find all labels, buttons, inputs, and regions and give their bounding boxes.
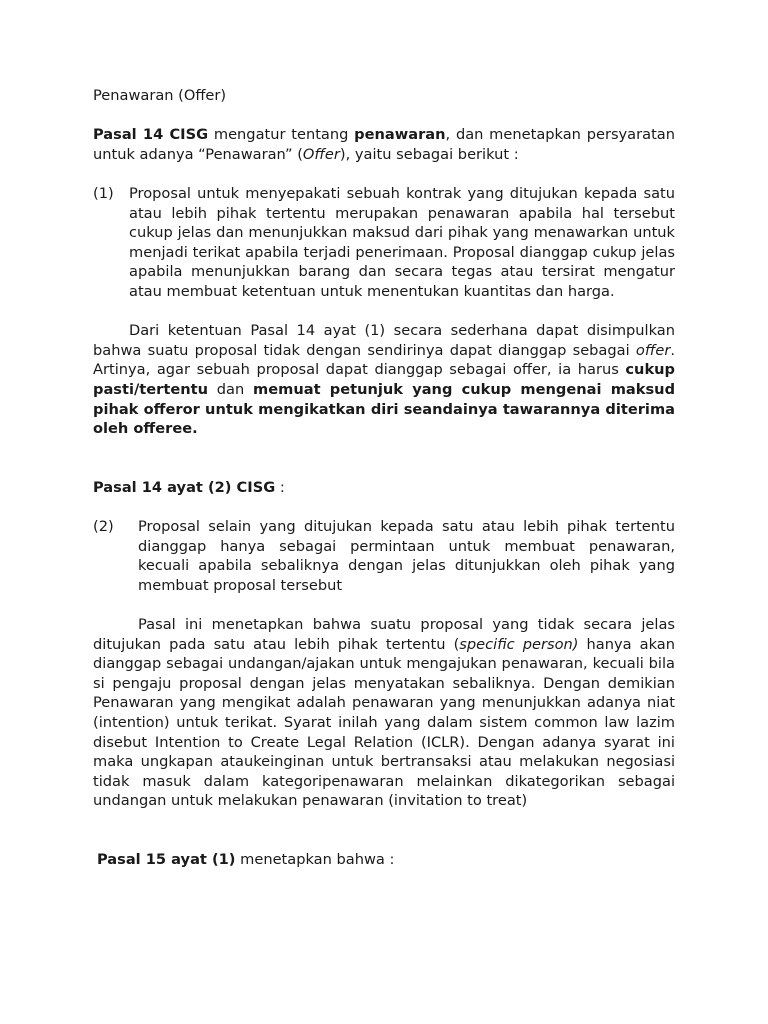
intro-paragraph: Pasal 14 CISG mengatur tentang penawaran, dan menetapkan persyaratan untuk adanya “Penawaran” (Offer), yaitu sebagai berikut : — [93, 126, 675, 163]
list-item-1 — [93, 184, 675, 302]
section-heading-3: Pasal 15 ayat (1) menetapkan bahwa : — [97, 851, 395, 869]
list-number-1: (1) — [93, 184, 114, 202]
section-heading: Penawaran (Offer) — [93, 87, 227, 104]
document-page — [93, 86, 675, 870]
list-number-2: (2) — [93, 518, 114, 536]
explanation-paragraph-2: Pasal ini menetapkan bahwa suatu proposal yang tidak secara jelas ditujukan pada satu atau lebih pihak tertentu (specific person) hanya akan dianggap sebagai undangan/ajakan untuk mengajukan penawaran, kecuali bila si pengaju proposal dengan jelas menyatakan sebaliknya. Dengan demikian Penawaran yang mengikat adalah penawaran yang menunjukkan adanya niat (intention) untuk terikat. Syarat inilah yang dalam sistem common law lazim disebut Intention to Create Legal Relation (ICLR). Dengan adanya syarat ini maka ungkapan ataukeinginan untuk bertransaksi atau melakukan negosiasi tidak masuk dalam kategoripenawaran melainkan dikategorikan sebagai undangan untuk melakukan penawaran (invitation to treat) — [93, 616, 675, 810]
intro-italic-offer: Offer — [302, 145, 340, 163]
intro-bold-article: Pasal 14 CISG — [93, 126, 209, 144]
list-item-2 — [93, 517, 675, 595]
explanation-paragraph-1: Dari ketentuan Pasal 14 ayat (1) secara sederhana dapat disimpulkan bahwa suatu proposal tidak dengan sendirinya dapat dianggap sebagai offer. Artinya, agar sebuah proposal dapat dianggap sebagai offer, ia harus cukup pasti/tertentu dan memuat petunjuk yang cukup mengenai maksud pihak offeror untuk mengikatkan diri seandainya tawarannya diterima oleh offeree. — [93, 322, 676, 438]
list-text-2: Proposal selain yang ditujukan kepada satu atau lebih pihak tertentu dianggap hanya sebagai permintaan untuk membuat penawaran, kecuali apabila sebaliknya dengan jelas ditunjukkan oleh pihak yang membuat proposal tersebut — [138, 518, 675, 594]
list-text-1: Proposal untuk menyepakati sebuah kontrak yang ditujukan kepada satu atau lebih pihak tertentu merupakan penawaran apabila hal tersebut cukup jelas dan menunjukkan maksud dari pihak yang menawarkan untuk menjadi terikat apabila terjadi penerimaan. Proposal dianggap cukup jelas apabila menunjukkan barang dan secara tegas atau tersirat mengatur atau membuat ketentuan untuk menentukan kuantitas dan harga. — [129, 184, 675, 300]
section-heading-2: Pasal 14 ayat (2) CISG : — [93, 478, 285, 496]
intro-bold-term: penawaran — [354, 126, 446, 144]
